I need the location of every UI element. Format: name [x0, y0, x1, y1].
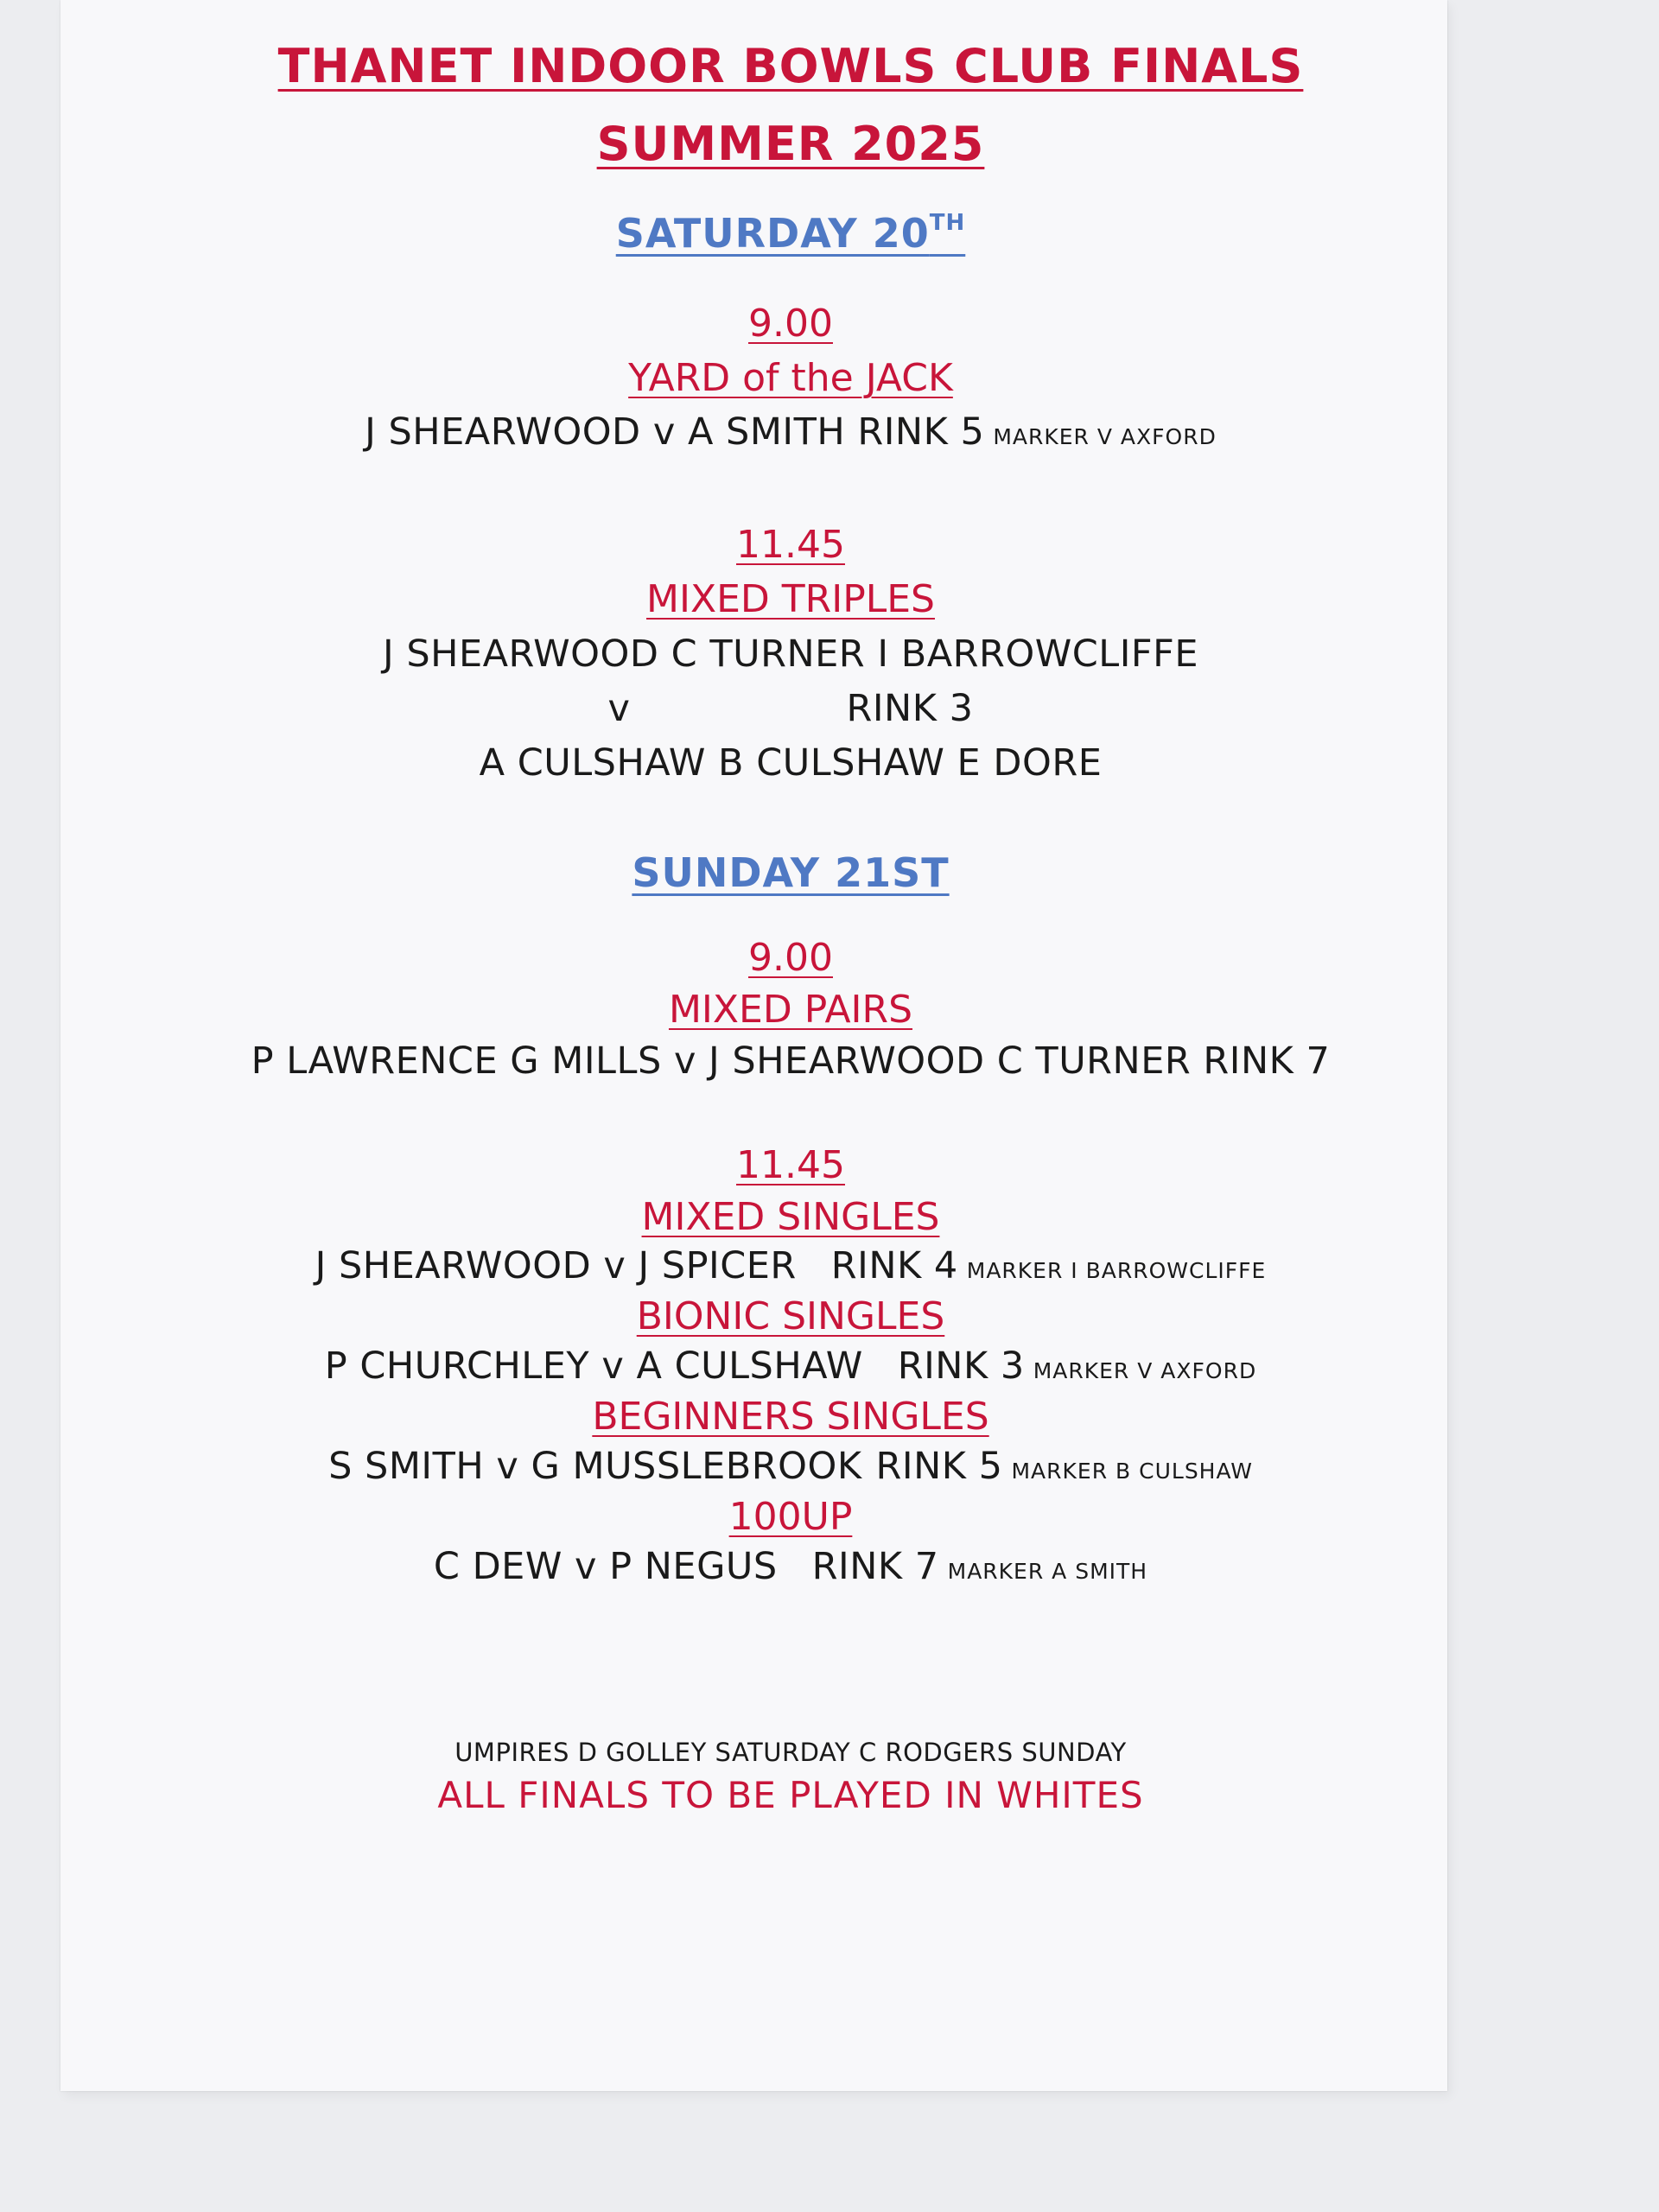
- saturday-event-2: MIXED TRIPLES: [646, 577, 935, 621]
- sunday-match-bionic-singles: P CHURCHLEY v A CULSHAW RINK 3 MARKER V AXFORD: [324, 1344, 1257, 1388]
- saturday-time-2: 11.45: [736, 523, 845, 567]
- sunday-match-1: P LAWRENCE G MILLS v J SHEARWOOD C TURNER RINK 7: [251, 1039, 1331, 1083]
- saturday-team-1: J SHEARWOOD C TURNER I BARROWCLIFFE: [382, 632, 1199, 676]
- notice-title: THANET INDOOR BOWLS CLUB FINALS: [277, 39, 1304, 93]
- sunday-time-1: 9.00: [748, 936, 833, 980]
- dress-code-line: ALL FINALS TO BE PLAYED IN WHITES: [437, 1774, 1144, 1816]
- sunday-heading: SUNDAY 21ST: [632, 849, 950, 896]
- umpires-line: UMPIRES D GOLLEY SATURDAY C RODGERS SUNDAY: [454, 1738, 1127, 1767]
- notice-subtitle: SUMMER 2025: [596, 117, 985, 171]
- sunday-event-mixed-singles: MIXED SINGLES: [641, 1195, 940, 1239]
- sunday-time-2: 11.45: [736, 1143, 845, 1187]
- saturday-event-1: YARD of the JACK: [628, 356, 953, 400]
- saturday-time-1: 9.00: [748, 302, 833, 346]
- sunday-match-beginners-singles: S SMITH v G MUSSLEBROOK RINK 5 MARKER B CULSHAW: [328, 1445, 1253, 1488]
- saturday-team-2: A CULSHAW B CULSHAW E DORE: [479, 741, 1103, 785]
- sunday-event-1: MIXED PAIRS: [668, 988, 913, 1032]
- sunday-match-100up: C DEW v P NEGUS RINK 7 MARKER A SMITH: [433, 1545, 1148, 1588]
- sunday-event-beginners-singles: BEGINNERS SINGLES: [592, 1395, 989, 1439]
- sunday-match-mixed-singles: J SHEARWOOD v J SPICER RINK 4 MARKER I BARROWCLIFFE: [315, 1244, 1267, 1287]
- sunday-event-bionic-singles: BIONIC SINGLES: [636, 1294, 945, 1338]
- sunday-event-100up: 100UP: [728, 1495, 853, 1539]
- saturday-match-1: J SHEARWOOD v A SMITH RINK 5 MARKER V AXFORD: [365, 410, 1217, 454]
- saturday-versus-rink: v RINK 3: [607, 687, 974, 730]
- saturday-heading: SATURDAY 20TH: [615, 210, 966, 257]
